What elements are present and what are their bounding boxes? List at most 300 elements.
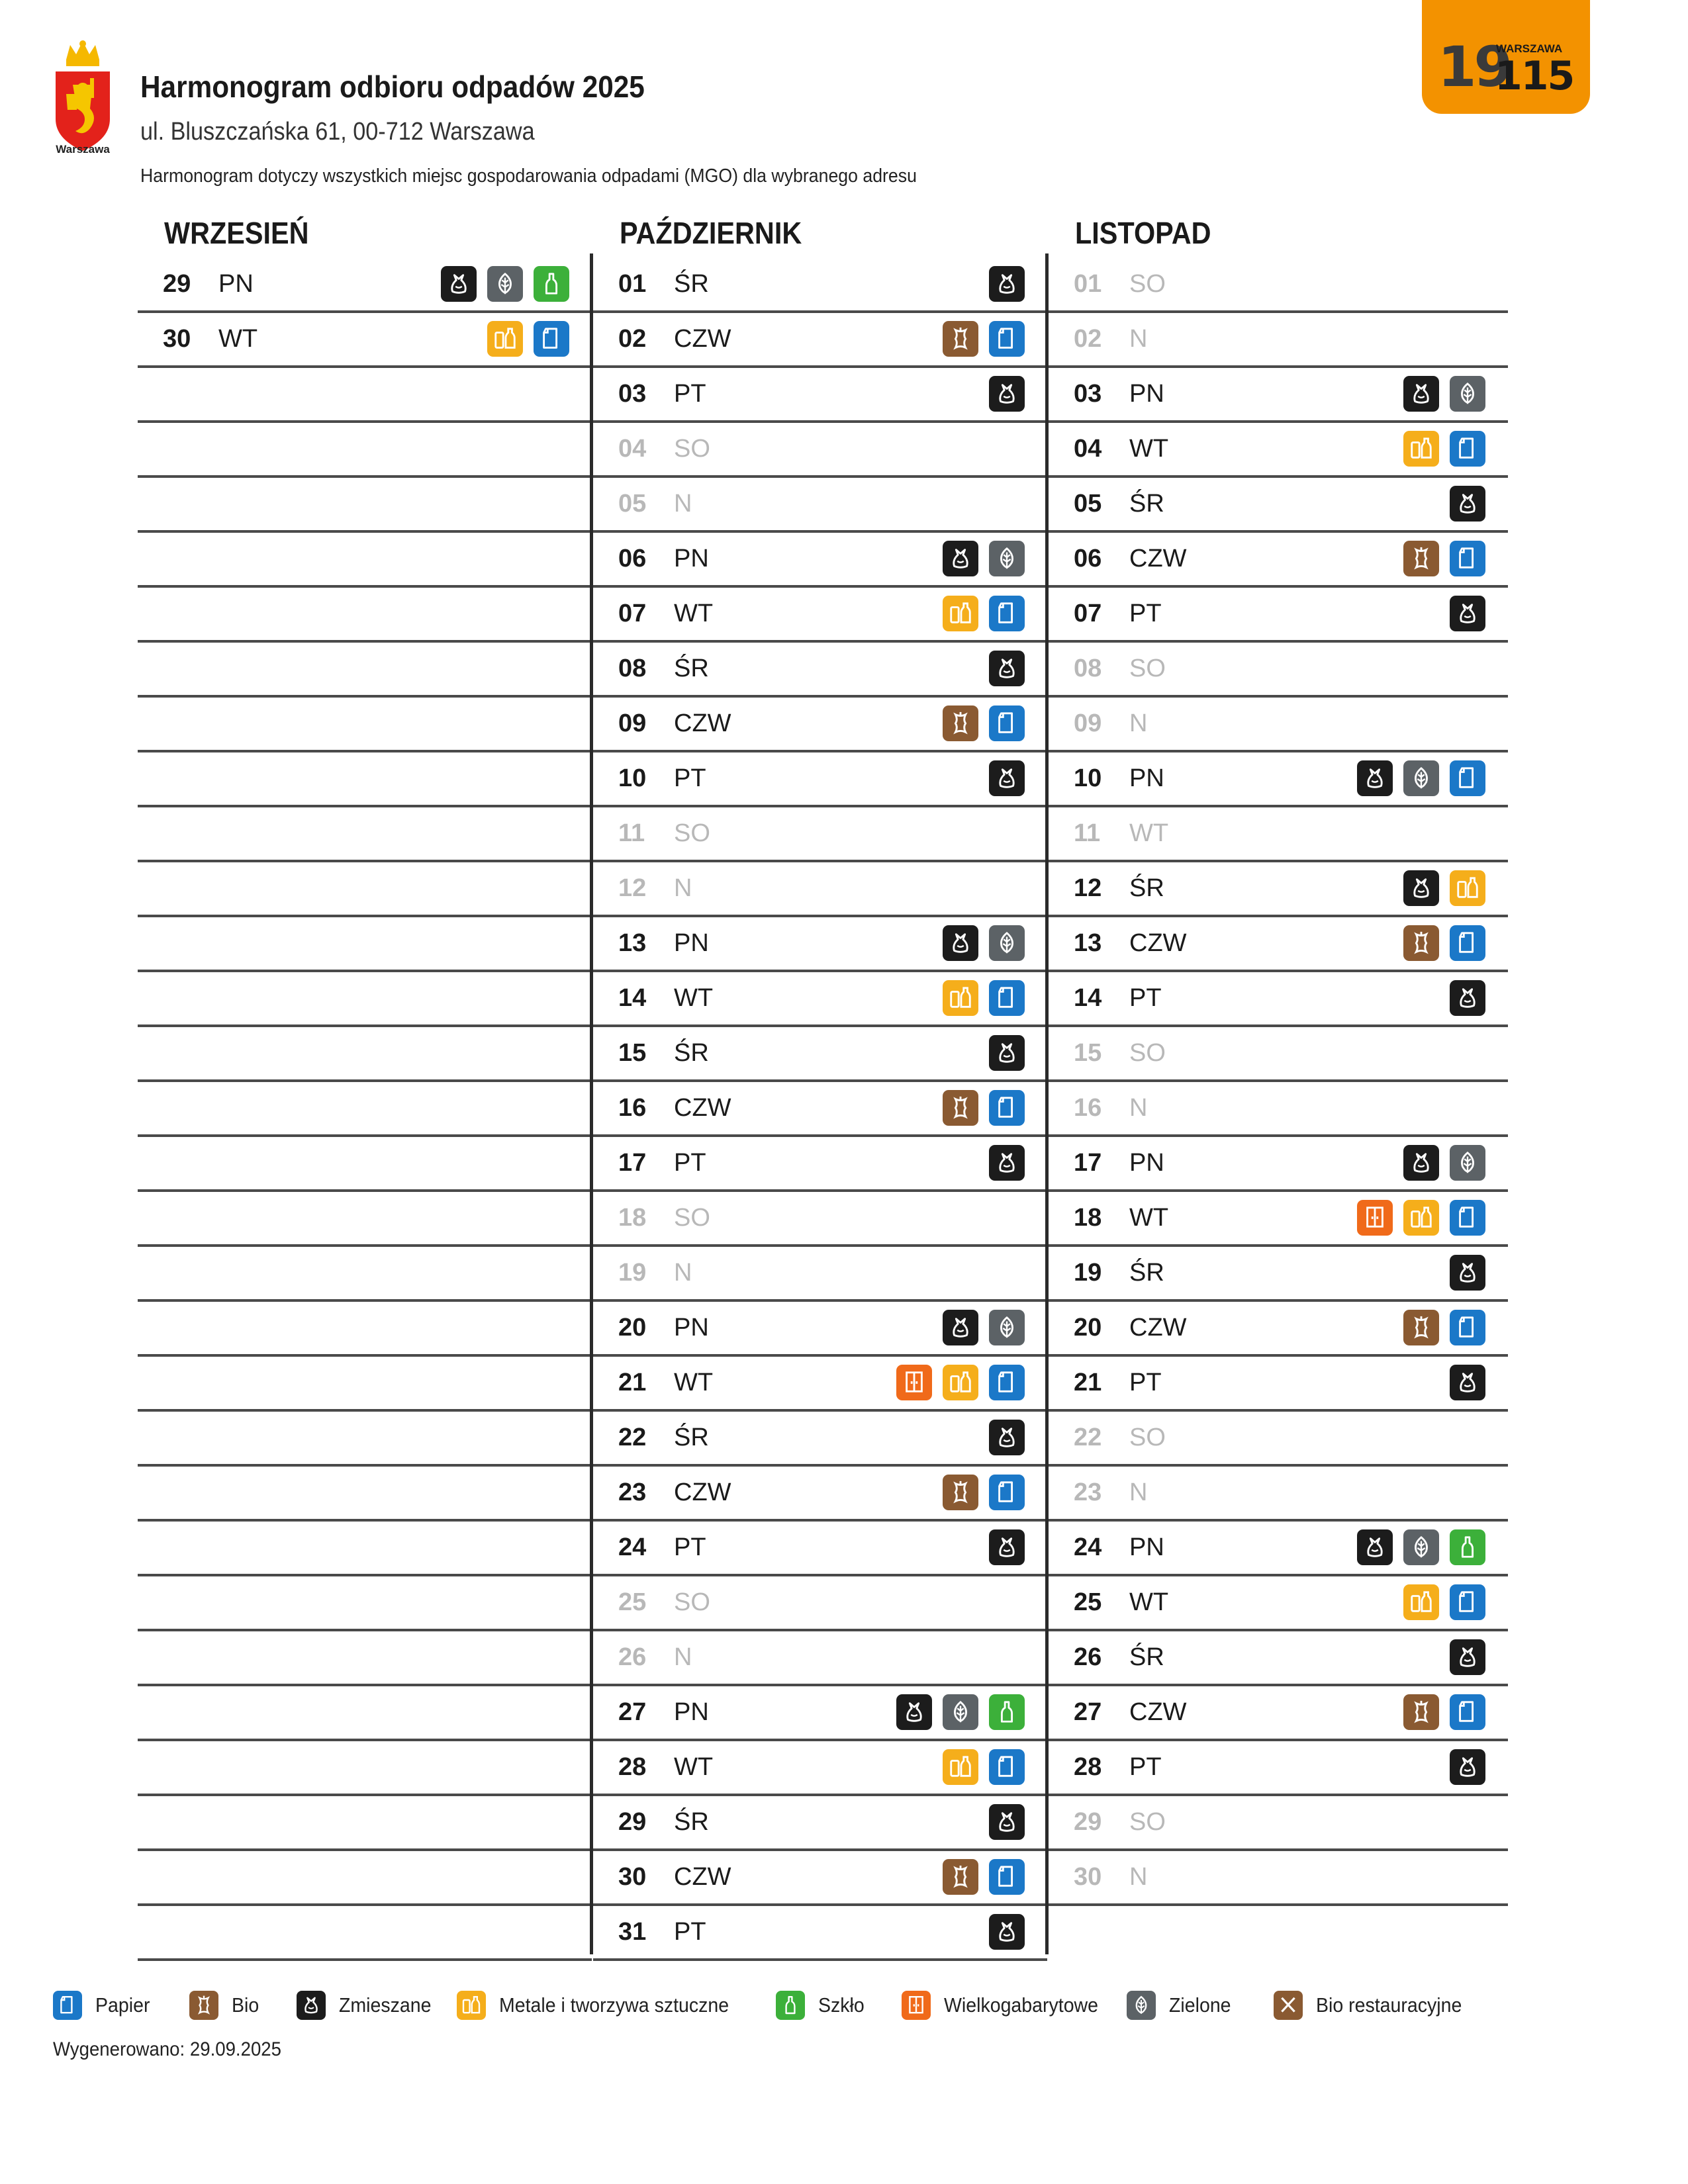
day-row [1049, 313, 1508, 368]
month-header-wrzesien: WRZESIEŃ [164, 216, 309, 250]
paper-icon [1450, 541, 1485, 576]
day-number: 22 [1074, 1424, 1102, 1451]
leaf-icon [1403, 1529, 1439, 1565]
day-row [593, 1412, 1047, 1467]
trash-bag-icon [989, 1420, 1025, 1455]
legend-item-zmieszane [297, 1991, 440, 2020]
leaf-icon [989, 541, 1025, 576]
day-number: 30 [618, 1863, 647, 1891]
schedule-note: Harmonogram dotyczy wszystkich miejsc gospodarowania odpadami (MGO) dla wybranego adresu [140, 165, 917, 187]
collection-icons [1450, 1639, 1485, 1675]
empty-row [138, 1357, 592, 1412]
weekday-label: WT [218, 325, 258, 353]
day-row [593, 1686, 1047, 1741]
can-bottle-icon [1403, 1584, 1439, 1620]
trash-bag-icon [989, 1529, 1025, 1565]
day-row [593, 1082, 1047, 1137]
day-number: 17 [618, 1149, 647, 1177]
day-row [593, 1796, 1047, 1851]
day-number: 14 [1074, 984, 1102, 1012]
weekday-label: PT [1129, 1753, 1162, 1781]
day-row [593, 807, 1047, 862]
collection-icons [989, 1420, 1025, 1455]
day-row [593, 533, 1047, 588]
empty-row [138, 423, 592, 478]
legend-item-papier [53, 1991, 155, 2020]
weekday-label: ŚR [674, 1808, 709, 1836]
trash-bag-icon [1357, 1529, 1393, 1565]
empty-row [138, 1467, 592, 1522]
weekday-label: PN [674, 545, 709, 572]
collection-icons [943, 1475, 1025, 1510]
weekday-label: ŚR [1129, 874, 1164, 902]
glass-bottle-icon [989, 1694, 1025, 1730]
day-row [593, 1192, 1047, 1247]
empty-row [138, 1796, 592, 1851]
weekday-label: SO [674, 1204, 710, 1232]
day-number: 15 [618, 1039, 647, 1067]
day-row [138, 258, 592, 313]
collection-icons [487, 321, 569, 357]
apple-core-icon [943, 705, 978, 741]
collection-icons [943, 1859, 1025, 1895]
badge-number-left: 19 [1438, 34, 1510, 99]
leaf-icon [487, 266, 523, 302]
legend-label: Zielone [1169, 1993, 1231, 2017]
weekday-label: CZW [674, 1863, 731, 1891]
day-row [593, 1741, 1047, 1796]
weekday-label: PT [674, 1918, 706, 1946]
can-bottle-icon [1450, 870, 1485, 906]
legend-label: Metale i tworzywa sztuczne [499, 1993, 729, 2017]
generated-date: Wygenerowano: 29.09.2025 [53, 2038, 281, 2060]
day-row [1049, 423, 1508, 478]
day-row [1049, 698, 1508, 752]
day-row [1049, 1137, 1508, 1192]
day-number: 27 [1074, 1698, 1102, 1726]
day-row [593, 698, 1047, 752]
day-row [593, 588, 1047, 643]
empty-row [138, 1906, 592, 1961]
weekday-label: N [674, 1259, 692, 1287]
weekday-label: N [1129, 709, 1148, 737]
weekday-label: ŚR [1129, 490, 1164, 518]
day-row [593, 972, 1047, 1027]
paper-icon [1450, 1584, 1485, 1620]
day-number: 13 [1074, 929, 1102, 957]
empty-row [138, 1192, 592, 1247]
weekday-label: CZW [1129, 1314, 1187, 1342]
day-row [1049, 1192, 1508, 1247]
day-number: 16 [618, 1094, 647, 1122]
day-number: 29 [1074, 1808, 1102, 1836]
apple-core-icon [943, 321, 978, 357]
day-number: 11 [618, 819, 645, 847]
day-row [593, 1576, 1047, 1631]
trash-bag-icon [1450, 1255, 1485, 1291]
day-number: 09 [1074, 709, 1102, 737]
collection-icons [989, 760, 1025, 796]
weekday-label: CZW [1129, 1698, 1187, 1726]
day-row [593, 643, 1047, 698]
day-number: 13 [618, 929, 647, 957]
day-number: 03 [1074, 380, 1102, 408]
empty-row [138, 752, 592, 807]
weekday-label: PN [1129, 764, 1164, 792]
legend-item-bio [189, 1991, 261, 2020]
day-number: 31 [618, 1918, 647, 1946]
day-number: 02 [1074, 325, 1102, 353]
city-hotline-badge [1422, 0, 1590, 114]
day-number: 14 [618, 984, 647, 1012]
empty-row [138, 588, 592, 643]
empty-row [138, 862, 592, 917]
weekday-label: ŚR [674, 270, 709, 298]
weekday-label: PN [1129, 380, 1164, 408]
day-number: 05 [1074, 490, 1102, 518]
wardrobe-icon [1357, 1200, 1393, 1236]
day-number: 09 [618, 709, 647, 737]
day-row [593, 1302, 1047, 1357]
day-number: 01 [1074, 270, 1102, 298]
collection-icons [989, 1914, 1025, 1950]
day-number: 04 [1074, 435, 1102, 463]
day-number: 23 [618, 1479, 647, 1506]
weekday-label: SO [674, 1588, 710, 1616]
day-row [1049, 1357, 1508, 1412]
weekday-label: PN [674, 1698, 709, 1726]
empty-row [138, 1576, 592, 1631]
day-row [1049, 1027, 1508, 1082]
legend-item-metale [457, 1991, 749, 2020]
day-row [1049, 368, 1508, 423]
empty-row [138, 1247, 592, 1302]
weekday-label: N [1129, 1863, 1148, 1891]
month-column-listopad [1049, 258, 1508, 1961]
collection-icons [989, 266, 1025, 302]
day-number: 06 [618, 545, 647, 572]
day-row [593, 917, 1047, 972]
day-row [593, 313, 1047, 368]
day-row [1049, 1522, 1508, 1576]
collection-icons [989, 1145, 1025, 1181]
day-number: 20 [1074, 1314, 1102, 1342]
weekday-label: N [674, 1643, 692, 1671]
weekday-label: WT [674, 600, 714, 627]
legend-label: Szkło [818, 1993, 865, 2017]
weekday-label: WT [674, 984, 714, 1012]
empty-row [138, 1302, 592, 1357]
weekday-label: WT [1129, 1588, 1169, 1616]
day-number: 17 [1074, 1149, 1102, 1177]
legend-item-szklo [776, 1991, 868, 2020]
trash-bag-icon [989, 760, 1025, 796]
paper-icon [989, 1090, 1025, 1126]
day-row [593, 1522, 1047, 1576]
empty-row [138, 1027, 592, 1082]
paper-icon [989, 1859, 1025, 1895]
day-number: 22 [618, 1424, 647, 1451]
column-divider [1045, 253, 1049, 1954]
day-row [1049, 1851, 1508, 1906]
legend-label: Bio restauracyjne [1316, 1993, 1462, 2017]
empty-row [138, 1522, 592, 1576]
leaf-icon [1127, 1991, 1156, 2020]
weekday-label: PT [674, 1149, 706, 1177]
day-row [1049, 1412, 1508, 1467]
collection-icons [1403, 925, 1485, 961]
legend-label: Wielkogabarytowe [944, 1993, 1099, 2017]
weekday-label: PT [674, 1533, 706, 1561]
trash-bag-icon [989, 376, 1025, 412]
paper-icon [989, 1749, 1025, 1785]
weekday-label: PN [674, 929, 709, 957]
legend-label: Papier [95, 1993, 150, 2017]
badge-number-right: 115 [1495, 53, 1574, 99]
day-row [593, 423, 1047, 478]
leaf-icon [989, 1310, 1025, 1345]
logo-caption: Warszawa [56, 143, 110, 156]
paper-icon [1450, 431, 1485, 467]
weekday-label: WT [1129, 435, 1169, 463]
day-number: 07 [1074, 600, 1102, 627]
empty-row [138, 1082, 592, 1137]
day-row [593, 1357, 1047, 1412]
column-divider [590, 253, 593, 1954]
collection-icons [943, 1310, 1025, 1345]
day-row [1049, 972, 1508, 1027]
day-row [1049, 1247, 1508, 1302]
glass-bottle-icon [776, 1991, 805, 2020]
collection-icons [943, 925, 1025, 961]
collection-icons [943, 1090, 1025, 1126]
legend-item-wielkogabarytowe [902, 1991, 1111, 2020]
day-number: 24 [1074, 1533, 1102, 1561]
paper-icon [989, 321, 1025, 357]
day-row [593, 1906, 1047, 1961]
paper-icon [989, 1365, 1025, 1400]
day-number: 08 [1074, 655, 1102, 682]
legend-item-zielone [1127, 1991, 1237, 2020]
trash-bag-icon [943, 1310, 978, 1345]
apple-core-icon [1403, 1310, 1439, 1345]
legend-item-bio-restauracyjne [1274, 1991, 1475, 2020]
day-row [593, 368, 1047, 423]
collection-icons [989, 651, 1025, 686]
legend-label: Bio [232, 1993, 259, 2017]
empty-row [138, 368, 592, 423]
can-bottle-icon [457, 1991, 486, 2020]
collection-icons [943, 980, 1025, 1016]
weekday-label: ŚR [674, 655, 709, 682]
can-bottle-icon [1403, 1200, 1439, 1236]
month-header-pazdziernik: PAŹDZIERNIK [620, 216, 802, 250]
day-number: 01 [618, 270, 647, 298]
day-number: 28 [618, 1753, 647, 1781]
collection-icons [1403, 1145, 1485, 1181]
weekday-label: PT [1129, 1369, 1162, 1396]
weekday-label: SO [1129, 1039, 1166, 1067]
trash-bag-icon [297, 1991, 326, 2020]
paper-icon [989, 705, 1025, 741]
trash-bag-icon [989, 651, 1025, 686]
paper-icon [534, 321, 569, 357]
day-number: 23 [1074, 1479, 1102, 1506]
weekday-label: WT [674, 1753, 714, 1781]
collection-icons [1450, 596, 1485, 631]
collection-icons [943, 541, 1025, 576]
badge-city: WARSZAWA [1496, 42, 1563, 55]
collection-icons [1450, 1749, 1485, 1785]
collection-icons [1357, 760, 1485, 796]
day-row [593, 1851, 1047, 1906]
can-bottle-icon [487, 321, 523, 357]
day-row [593, 478, 1047, 533]
empty-row [138, 643, 592, 698]
day-row [138, 313, 592, 368]
empty-row [138, 1686, 592, 1741]
day-row [593, 1631, 1047, 1686]
weekday-label: CZW [674, 709, 731, 737]
collection-icons [989, 1035, 1025, 1071]
wardrobe-icon [902, 1991, 931, 2020]
weekday-label: ŚR [1129, 1259, 1164, 1287]
weekday-label: CZW [1129, 545, 1187, 572]
empty-row [138, 1412, 592, 1467]
weekday-label: ŚR [674, 1039, 709, 1067]
collection-icons [1403, 541, 1485, 576]
weekday-label: SO [1129, 1424, 1166, 1451]
collection-icons [943, 1749, 1025, 1785]
trash-bag-icon [989, 1035, 1025, 1071]
weekday-label: WT [1129, 1204, 1169, 1232]
leaf-icon [989, 925, 1025, 961]
day-number: 10 [618, 764, 647, 792]
apple-core-icon [1403, 541, 1439, 576]
trash-bag-icon [1450, 486, 1485, 522]
weekday-label: CZW [1129, 929, 1187, 957]
day-number: 29 [618, 1808, 647, 1836]
day-row [1049, 1686, 1508, 1741]
wardrobe-icon [896, 1365, 932, 1400]
collection-icons [943, 705, 1025, 741]
day-number: 19 [618, 1259, 647, 1287]
address-subtitle: ul. Bluszczańska 61, 00-712 Warszawa [140, 118, 535, 146]
collection-icons [1403, 431, 1485, 467]
day-row [593, 1467, 1047, 1522]
trash-bag-icon [1357, 760, 1393, 796]
day-row [1049, 258, 1508, 313]
day-row [1049, 917, 1508, 972]
weekday-label: N [1129, 325, 1148, 353]
day-number: 21 [618, 1369, 647, 1396]
collection-icons [989, 1804, 1025, 1840]
weekday-label: PN [1129, 1533, 1164, 1561]
collection-icons [441, 266, 569, 302]
collection-icons [1403, 1694, 1485, 1730]
empty-row [138, 533, 592, 588]
weekday-label: N [1129, 1479, 1148, 1506]
weekday-label: PN [1129, 1149, 1164, 1177]
legend [53, 1991, 1575, 2024]
collection-icons [1403, 376, 1485, 412]
apple-core-icon [943, 1090, 978, 1126]
day-number: 30 [163, 325, 191, 353]
day-number: 10 [1074, 764, 1102, 792]
empty-row [138, 917, 592, 972]
leaf-icon [1450, 1145, 1485, 1181]
weekday-label: SO [1129, 655, 1166, 682]
paper-icon [53, 1991, 82, 2020]
empty-row [138, 972, 592, 1027]
collection-icons [1357, 1200, 1485, 1236]
day-number: 05 [618, 490, 647, 518]
apple-core-icon [1403, 1694, 1439, 1730]
day-number: 24 [618, 1533, 647, 1561]
weekday-label: SO [1129, 270, 1166, 298]
trash-bag-icon [989, 1804, 1025, 1840]
can-bottle-icon [1403, 431, 1439, 467]
collection-icons [943, 596, 1025, 631]
day-number: 18 [1074, 1204, 1102, 1232]
trash-bag-icon [943, 541, 978, 576]
trash-bag-icon [441, 266, 477, 302]
paper-icon [989, 1475, 1025, 1510]
weekday-label: WT [1129, 819, 1169, 847]
page-title: Harmonogram odbioru odpadów 2025 [140, 69, 645, 104]
weekday-label: PT [674, 380, 706, 408]
day-number: 26 [618, 1643, 647, 1671]
day-number: 06 [1074, 545, 1102, 572]
weekday-label: N [674, 874, 692, 902]
paper-icon [1450, 1694, 1485, 1730]
day-number: 20 [618, 1314, 647, 1342]
paper-icon [1450, 925, 1485, 961]
can-bottle-icon [943, 1749, 978, 1785]
trash-bag-icon [1450, 1749, 1485, 1785]
day-number: 16 [1074, 1094, 1102, 1122]
day-row [593, 1137, 1047, 1192]
paper-icon [1450, 1310, 1485, 1345]
day-row [1049, 1796, 1508, 1851]
collection-icons [1357, 1529, 1485, 1565]
weekday-label: ŚR [1129, 1643, 1164, 1671]
weekday-label: N [1129, 1094, 1148, 1122]
apple-core-icon [1403, 925, 1439, 961]
glass-bottle-icon [534, 266, 569, 302]
day-number: 28 [1074, 1753, 1102, 1781]
paper-icon [989, 596, 1025, 631]
trash-bag-icon [1403, 870, 1439, 906]
trash-bag-icon [989, 266, 1025, 302]
day-row [1049, 752, 1508, 807]
collection-icons [989, 1529, 1025, 1565]
day-number: 18 [618, 1204, 647, 1232]
day-row [1049, 862, 1508, 917]
trash-bag-icon [989, 1145, 1025, 1181]
can-bottle-icon [943, 1365, 978, 1400]
day-number: 25 [1074, 1588, 1102, 1616]
day-row [1049, 807, 1508, 862]
weekday-label: CZW [674, 1479, 731, 1506]
month-column-pazdziernik [593, 258, 1047, 1961]
day-number: 25 [618, 1588, 647, 1616]
day-number: 12 [1074, 874, 1102, 902]
weekday-label: PT [1129, 600, 1162, 627]
collection-icons [896, 1694, 1025, 1730]
day-number: 02 [618, 325, 647, 353]
day-row [593, 258, 1047, 313]
